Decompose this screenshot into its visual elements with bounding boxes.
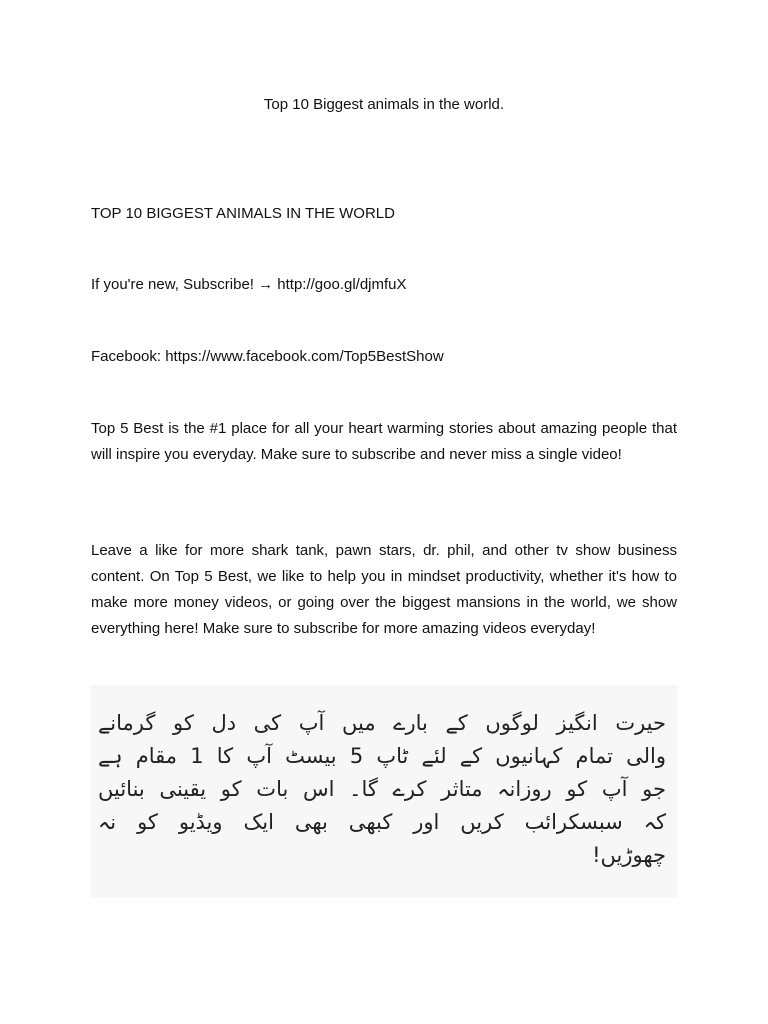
- intro-paragraph: Top 5 Best is the #1 place for all your heart warming stories about amazing people that will inspire you everyday. Make sure to subscribe and never miss a single video!: [91, 420, 677, 463]
- document-title: Top 10 Biggest animals in the world.: [263, 96, 505, 113]
- facebook-line: Facebook: https://www.facebook.com/Top5BestShow: [91, 348, 444, 365]
- urdu-text-box: [90, 685, 678, 898]
- main-heading: TOP 10 BIGGEST ANIMALS IN THE WORLD: [91, 205, 395, 222]
- content-paragraph: Leave a like for more shark tank, pawn stars, dr. phil, and other tv show business content. On Top 5 Best, we like to help you in mindset productivity, whether it's how to make more money videos, or going over the biggest mansions in the world, we show everything here! Make sure to subscribe for more amazing videos everyday!: [91, 542, 677, 637]
- urdu-paragraph: حیرت انگیز لوگوں کے بارے میں آپ کی دل کو گرمانے والی تمام کہانیوں کے لئے ٹاپ 5 بیسٹ آپ کا 1 مقام ہے جو آپ کو روزانہ متاثر کرے گا۔ اس بات کو یقینی بنائیں کہ سبسکرائب کریں اور کبھی بھی ایک ویڈیو کو نہ چھوڑیں!: [98, 711, 666, 867]
- subscribe-line: If you're new, Subscribe! → http://goo.gl/djmfuX: [91, 276, 407, 293]
